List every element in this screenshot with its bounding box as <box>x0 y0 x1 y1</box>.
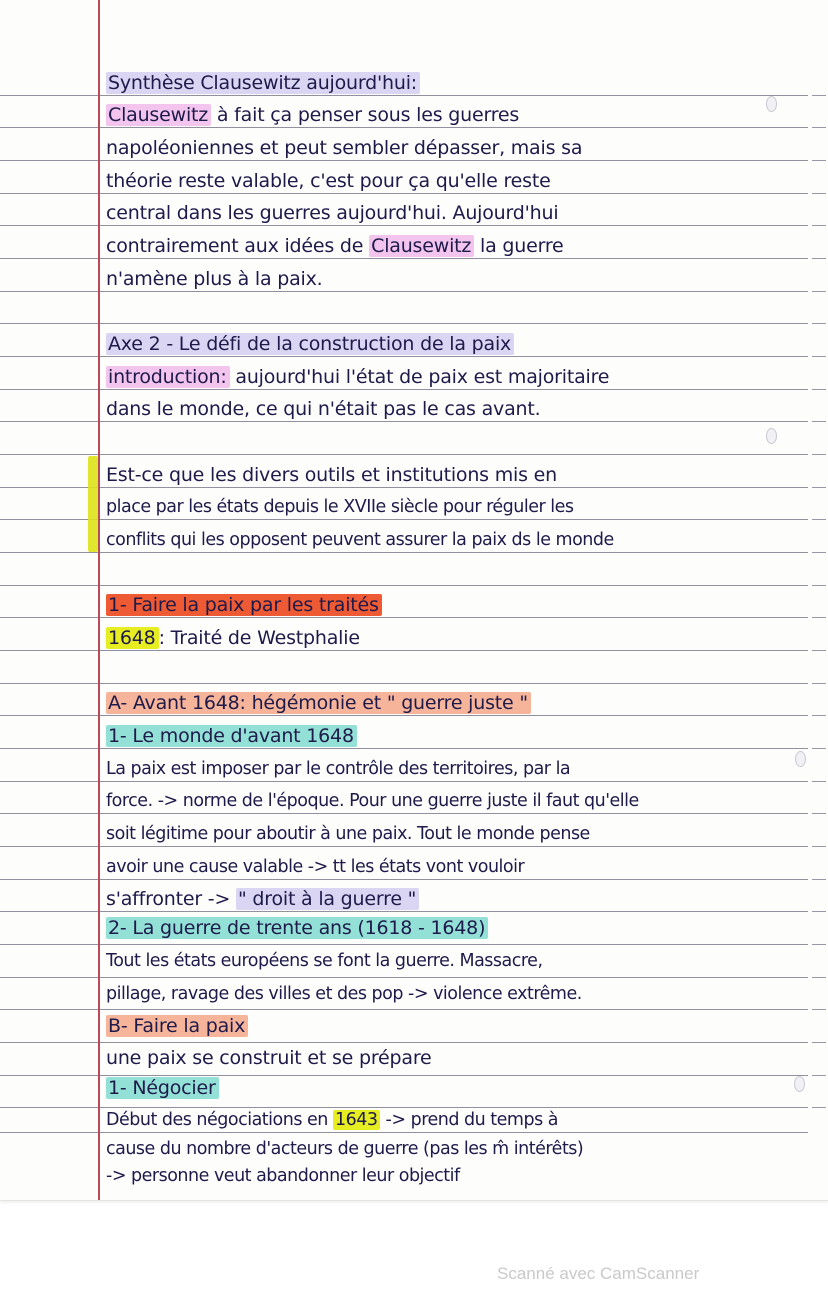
heading-part-b <box>106 1012 808 1042</box>
text-line <box>106 232 808 262</box>
heading-part-a <box>106 689 808 719</box>
highlighted-term: Clausewitz <box>369 235 474 257</box>
ruled-line-tick <box>812 1075 826 1076</box>
ruled-line-tick <box>812 258 826 259</box>
ruled-line-tick <box>812 911 826 912</box>
ruled-line-tick <box>812 1009 826 1010</box>
axe2-title: Axe 2 - Le défi de la construction de la paix <box>106 333 514 355</box>
ruled-line-tick <box>812 585 826 586</box>
ruled-line-tick <box>812 683 826 684</box>
ruled-line-tick <box>812 193 826 194</box>
text-segment: contrairement aux idées de <box>106 235 370 257</box>
text-segment: s'affronter -> <box>106 888 237 910</box>
ruled-line-tick <box>812 127 826 128</box>
ruled-line <box>0 323 808 324</box>
subheading <box>106 1074 808 1104</box>
ruled-line-tick <box>812 552 826 553</box>
ruled-line-tick <box>812 813 826 814</box>
text-line <box>106 1106 808 1136</box>
heading-synthese <box>106 69 808 99</box>
partA-sub2-title: 2- La guerre de trente ans (1618 - 1648) <box>106 917 488 939</box>
synthese-title: Synthèse Clausewitz aujourd'hui: <box>106 72 420 94</box>
text-segment: : Traité de Westphalie <box>158 627 360 649</box>
part1-title: 1- Faire la paix par les traités <box>106 594 382 616</box>
ruled-line-tick <box>812 944 826 945</box>
ruled-line-tick <box>812 95 826 96</box>
text-line: théorie reste valable, c'est pour ça qu'elle reste <box>106 170 551 192</box>
margin-line <box>98 0 100 1200</box>
text-line: central dans les guerres aujourd'hui. Aujourd'hui <box>106 202 559 224</box>
camscanner-watermark: Scanné avec CamScanner <box>497 1264 700 1283</box>
ruled-line-tick <box>812 879 826 880</box>
ruled-line-tick <box>812 323 826 324</box>
subheading <box>106 722 808 752</box>
problematique-line: Est-ce que les divers outils et institutions mis en <box>106 464 557 486</box>
text-line: soit légitime pour aboutir à une paix. Tout le monde pense <box>106 824 590 844</box>
text-line: pillage, ravage des villes et des pop -> violence extrême. <box>106 984 582 1004</box>
ruled-line <box>0 683 808 684</box>
problematique-line: conflits qui les opposent peuvent assurer la paix ds le monde <box>106 530 614 550</box>
ruled-line-tick <box>812 617 826 618</box>
text-line: Tout les états européens se font la guerre. Massacre, <box>106 951 543 971</box>
text-line: La paix est imposer par le contrôle des territoires, par la <box>106 759 571 779</box>
text-line: napoléoniennes et peut sembler dépasser, mais sa <box>106 137 583 159</box>
yellow-highlight-bar <box>88 456 98 552</box>
text-segment: la guerre <box>474 235 564 257</box>
partB-sub1-title: 1- Négocier <box>106 1077 219 1099</box>
ruled-line <box>0 977 808 978</box>
ruled-line <box>0 944 808 945</box>
ruled-line-tick <box>812 977 826 978</box>
text-line: force. -> norme de l'époque. Pour une guerre juste il faut qu'elle <box>106 791 639 811</box>
text-segment: aujourd'hui l'état de paix est majoritaire <box>229 366 610 388</box>
heading-part1 <box>106 591 808 621</box>
ruled-line-tick <box>812 356 826 357</box>
highlighted-term: " droit à la guerre " <box>236 888 419 910</box>
ruled-line <box>0 454 808 455</box>
smudge-mark <box>766 428 777 444</box>
ruled-line-tick <box>812 225 826 226</box>
ruled-line-tick <box>812 389 826 390</box>
ruled-line-tick <box>812 1042 826 1043</box>
ruled-line-tick <box>812 715 826 716</box>
text-line: cause du nombre d'acteurs de guerre (pas les m̂ intérêts) <box>106 1139 584 1159</box>
subheading <box>106 914 808 944</box>
text-line <box>106 101 808 131</box>
ruled-line-tick <box>812 421 826 422</box>
text-line: une paix se construit et se prépare <box>106 1047 432 1069</box>
partA-sub1-title: 1- Le monde d'avant 1648 <box>106 725 357 747</box>
text-line <box>106 885 808 915</box>
ruled-line-tick <box>812 454 826 455</box>
ruled-line-tick <box>812 487 826 488</box>
ruled-line-tick <box>812 846 826 847</box>
ruled-line <box>0 585 808 586</box>
highlighted-term: Clausewitz <box>106 104 211 126</box>
ruled-line-tick <box>812 781 826 782</box>
partA-title: A- Avant 1648: hégémonie et " guerre juste " <box>106 692 531 714</box>
text-segment: -> prend du temps à <box>380 1110 558 1130</box>
text-line: n'amène plus à la paix. <box>106 268 323 290</box>
introduction-label: introduction: <box>106 366 230 388</box>
text-line <box>106 624 808 654</box>
text-line: dans le monde, ce qui n'était pas le cas avant. <box>106 398 541 420</box>
date-1643: 1643 <box>333 1110 381 1130</box>
ruled-line-tick <box>812 748 826 749</box>
ruled-line-tick <box>812 519 826 520</box>
date-1648: 1648 <box>106 627 159 649</box>
ruled-line-tick <box>812 1107 826 1108</box>
text-line: -> personne veut abandonner leur objectif <box>106 1166 460 1186</box>
ruled-line <box>0 1042 808 1043</box>
partB-title: B- Faire la paix <box>106 1015 248 1037</box>
ruled-line-tick <box>812 291 826 292</box>
heading-axe2 <box>106 330 808 360</box>
text-segment: Début des négociations en <box>106 1110 333 1130</box>
ruled-line-tick <box>812 650 826 651</box>
text-line: avoir une cause valable -> tt les états vont vouloir <box>106 857 525 877</box>
problematique-line: place par les états depuis le XVIIe siècle pour réguler les <box>106 497 574 517</box>
text-line <box>106 363 808 393</box>
ruled-line-tick <box>812 160 826 161</box>
text-segment: à fait ça penser sous les guerres <box>211 104 520 126</box>
